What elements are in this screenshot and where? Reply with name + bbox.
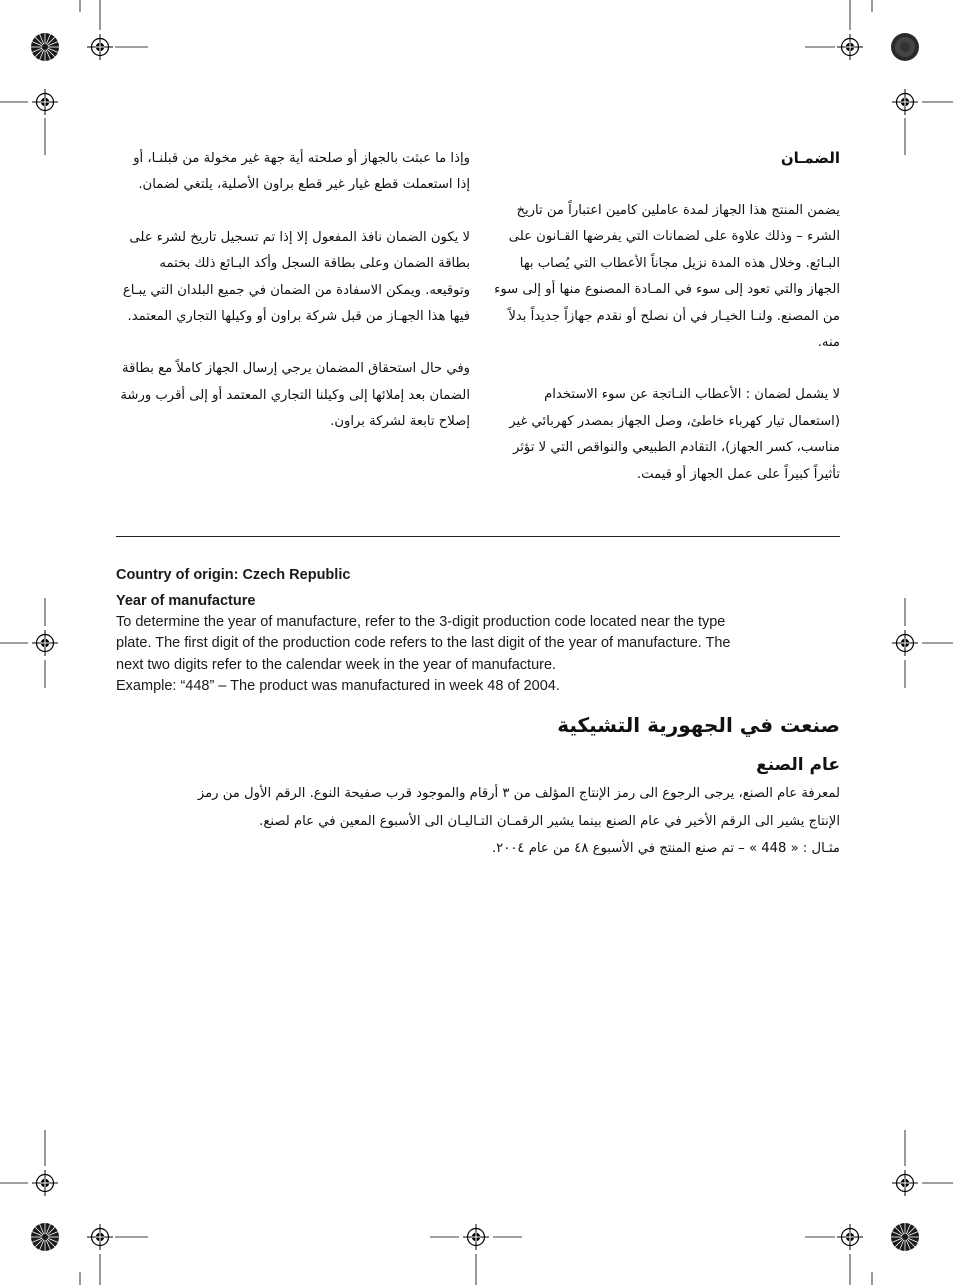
country-of-origin: Country of origin: Czech Republic [116, 567, 351, 583]
warranty-heading: الضمـان [780, 149, 840, 167]
warranty-column-right [494, 146, 840, 514]
section-divider [116, 536, 840, 537]
warranty-claim-paragraph: وفي حال استحقاق المضمان يرجي إرسال الجهاز كاملاً مع بطاقة الضمان بعد إملائها إلى وكيلنا التجاري المعتمد أو إلى أقرب ورشة إصلاح تابعة لشركة براون. [120, 361, 470, 430]
year-of-manufacture-heading: Year of manufacture [116, 593, 256, 609]
origin-section-english [116, 565, 846, 697]
manufacture-example: Example: “448” – The product was manufactured in week 48 of 2004. [116, 677, 560, 694]
warranty-exclusions-paragraph: لا يشمل لضمان : الأعطاب النـاتجة عن سوء الاستخدام (استعمال تيار كهرباء خاطئ، وصل الجهاز بمصدر كهربائي غير مناسب، كسر الجهاز)، التقادم الطبيعي والنواقص التي لا تؤثر تأثيراً كبيراً على عمل الجهاز أو قيمت. [509, 387, 840, 482]
warranty-void-paragraph: وإذا ما عبثت بالجهاز أو صلحته أية جهة غير مخولة من قبلنـا، أو إذا استعملت قطع غيار غير قطع براون الأصلية، يلتغي لضمان. [133, 151, 470, 193]
warranty-validity-paragraph: لا يكون الضمان نافذ المفعول إلا إذا تم تسجيل تاريخ لشرء على بطاقة الضمان وعلى بطاقة السجل وأكد البـائع ذلك بختمه وتوقيعه. ويمكن الاسفادة من الضمان في جميع البلدان التي يبـاع فيها هذا الجهـاز من قبل شركة براون أو وكيلها التجاري المعتمد. [122, 229, 470, 325]
manufacture-text-line: To determine the year of manufacture, refer to the 3-digit production code located near the type [116, 614, 726, 630]
origin-section-arabic [116, 708, 840, 863]
arabic-manufacture-line: الإنتاج يشير الى الرقم الأخير في عام الصنع بينما يشير الرقمـان التـاليـان الى الأسبوع المعين في عام لصنع. [259, 813, 840, 829]
warranty-paragraph: يضمن المنتج هذا الجهاز لمدة عاملين كامين اعتباراً من تاريخ الشرء – وذلك علاوة على لضمانات التي يفرضها القـانون على البـائع. وخلال هذه المدة نزيل مجاناً الأعطاب التي يُصاب بها الجهاز والتي تعود إلى سوء في المـادة المصنوع منها أو إلى سوء من المصنع. ولنـا الخيـار في أن نصلح أو نقدم جهازاً جديداً بدلاً منه. [494, 203, 840, 351]
arabic-manufacture-line: لمعرفة عام الصنع، يرجى الرجوع الى رمز الإنتاج المؤلف من ٣ أرقام والموجود قرب صفيحة النوع. الرقم الأول من رمز [197, 786, 840, 801]
arabic-origin-heading: صنعت في الجهورية التشيكية [557, 713, 840, 737]
arabic-manufacture-example: مثـال : « 448 » – تم صنع المنتج في الأسبوع ٤٨ من عام ٢٠٠٤. [491, 841, 840, 856]
manufacture-text-line: plate. The first digit of the production code refers to the last digit of the year of manufacture. The [116, 635, 731, 652]
warranty-column-left [116, 146, 470, 462]
manufacture-text-line: next two digits refer to the calendar week in the year of manufacture. [116, 656, 557, 673]
arabic-year-heading: عام الصنع [756, 755, 840, 775]
